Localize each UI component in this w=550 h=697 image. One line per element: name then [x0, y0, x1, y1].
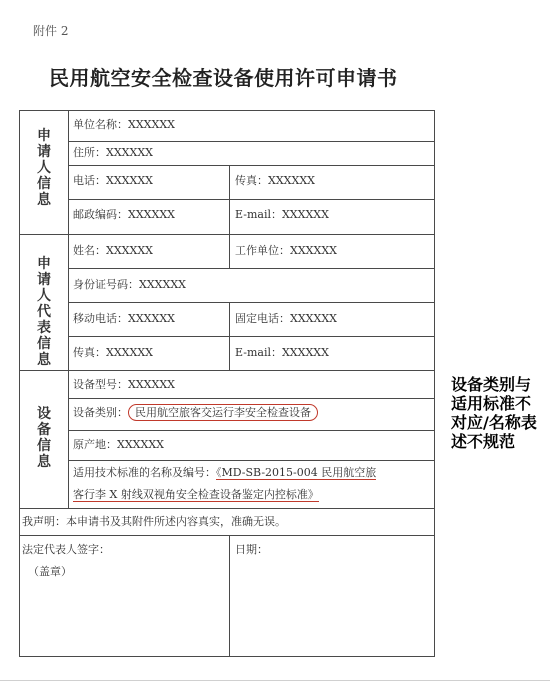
- frame-right: [434, 110, 435, 657]
- rep-name-field: 姓名：XXXXXX: [73, 244, 153, 257]
- legal-rep-signature-label: 法定代表人签字：: [22, 543, 110, 556]
- equipment-category-value: 民用航空旅客交运行李安全检查设备: [128, 404, 318, 421]
- frame-bottom: [19, 656, 435, 657]
- address-field: 住所：XXXXXX: [73, 146, 153, 159]
- row-line: [68, 460, 435, 461]
- divider-applicant: [19, 234, 435, 235]
- label-column-line: [68, 110, 69, 508]
- row-line: [68, 165, 435, 166]
- frame-left: [19, 110, 20, 657]
- declaration-text: 我声明：本申请书及其附件所述内容真实，准确无误。: [22, 515, 286, 528]
- equipment-model-field: 设备型号：XXXXXX: [73, 378, 175, 391]
- date-label: 日期：: [235, 543, 268, 556]
- divider-representative: [19, 370, 435, 371]
- standard-line-1: [73, 466, 376, 480]
- attachment-label: 附件 2: [33, 24, 69, 38]
- row-line: [68, 336, 435, 337]
- unit-name-field: 单位名称：XXXXXX: [73, 118, 175, 131]
- standard-label: 适用技术标准的名称及编号：: [73, 466, 216, 479]
- row-line: [68, 268, 435, 269]
- email-field: E-mail：XXXXXX: [235, 208, 329, 221]
- signature-column-line: [229, 535, 230, 656]
- rep-landline-field: 固定电话：XXXXXX: [235, 312, 337, 325]
- form-title: 民用航空安全检查设备使用许可申请书: [49, 66, 398, 90]
- standard-name-part1: 《MD-SB-2015-004 民用航空旅: [216, 466, 377, 479]
- rep-email-field: E-mail：XXXXXX: [235, 346, 329, 359]
- row-line: [68, 398, 435, 399]
- row-line: [68, 302, 435, 303]
- equipment-section-label: 设备信息: [37, 406, 51, 470]
- applicant-section-label: 申请人信息: [37, 128, 51, 208]
- representative-section-label: 申请人代表信息: [37, 256, 51, 368]
- column-line: [229, 302, 230, 370]
- column-line: [229, 234, 230, 268]
- divider-declaration: [19, 535, 435, 536]
- row-line: [68, 430, 435, 431]
- seal-label: （盖章）: [28, 565, 72, 578]
- standard-line-2: [73, 488, 319, 502]
- rep-id-field: 身份证号码：XXXXXX: [73, 278, 186, 291]
- rep-work-unit-field: 工作单位：XXXXXX: [235, 244, 337, 257]
- origin-field: 原产地：XXXXXX: [73, 438, 164, 451]
- fax-field: 传真：XXXXXX: [235, 174, 315, 187]
- frame-top: [19, 110, 435, 111]
- row-line: [68, 199, 435, 200]
- equipment-category-label: 设备类别：: [73, 406, 128, 419]
- phone-field: 电话：XXXXXX: [73, 174, 153, 187]
- postcode-field: 邮政编码：XXXXXX: [73, 208, 175, 221]
- column-line: [229, 165, 230, 234]
- rep-mobile-field: 移动电话：XXXXXX: [73, 312, 175, 325]
- standard-name-part2: 客行李 X 射线双视角安全检查设备鉴定内控标准》: [73, 488, 319, 501]
- review-annotation: 设备类别与适用标准不对应/名称表述不规范: [451, 375, 537, 451]
- page-bottom-divider: [0, 680, 550, 681]
- equipment-category-field: [73, 406, 318, 420]
- divider-equipment: [19, 508, 435, 509]
- rep-fax-field: 传真：XXXXXX: [73, 346, 153, 359]
- row-line: [68, 141, 435, 142]
